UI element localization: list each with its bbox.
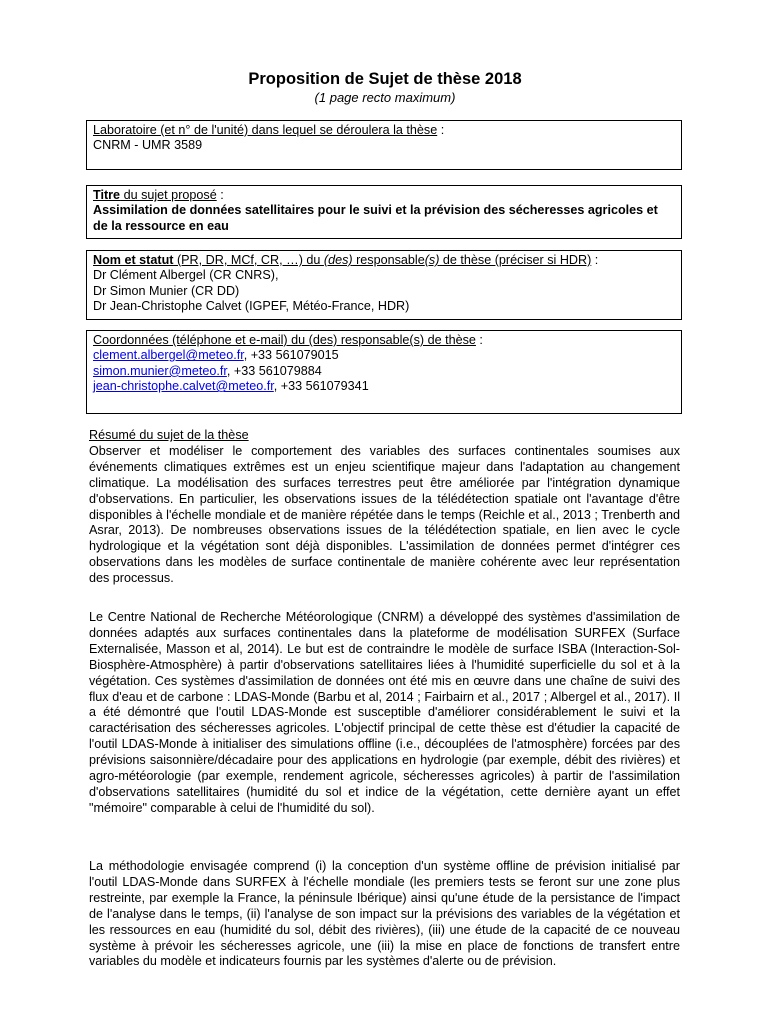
contact-item [93,348,675,363]
contact-item [93,379,675,394]
page-subtitle: (1 page recto maximum) [314,90,456,105]
subject-label-rest: du sujet proposé [120,188,217,202]
page-title: Proposition de Sujet de thèse 2018 [248,70,522,88]
supervisors-label-line [93,253,675,268]
summary-heading: Résumé du sujet de la thèse [89,428,249,442]
summary-paragraph-3: La méthodologie envisagée comprend (i) la conception d'un système offline de prévision initialisé par l'outil LDAS-Monde dans SURFEX à l'échelle mondiale (les premiers tests se feront sur une zone plus restreinte, par exemple la France, la péninsule Ibérique) ainsi qu'une étude de la persistance de l'impact de l'analyse dans le temps, (ii) l'analyse de son impact sur la prévisions des variables de la végétation et les ressources en eau (humidité du sol, débit des rivières), (iii) une étude de la capacité de ce nouveau système à prévoir les sécheresses agricole, une (iii) la mise en place de fonctions de transfert entre variables du modèle et indicateurs fournis par les systèmes d'alerte ou de prévision. [89,859,680,969]
supervisors-label-bold: Nom et statut [93,253,174,267]
supervisors-box [86,250,682,320]
contact-phone: , +33 561079015 [243,348,339,363]
summary-section-3 [89,859,680,970]
supervisors-label-mid2: responsable [352,253,425,267]
contacts-label-suffix: : [475,333,483,347]
supervisor-item: Dr Jean-Christophe Calvet (IGPEF, Météo-France, HDR) [93,299,410,314]
subject-title: Assimilation de données satellitaires pour le suivi et la prévision des sécheresses agricoles et de la ressource en eau [93,203,658,233]
email-link-albergel[interactable]: clement.albergel@meteo.fr [93,348,244,363]
contacts-label-line [93,333,675,348]
subject-label-line [93,188,675,203]
supervisor-item: Dr Simon Munier (CR DD) [93,283,240,298]
laboratory-value: CNRM - UMR 3589 [93,138,203,153]
subject-box [86,185,682,239]
supervisors-label-end: de thèse (préciser si HDR) [439,253,592,267]
contact-phone: , +33 561079884 [226,363,322,378]
contacts-box [86,330,682,414]
supervisors-label-suffix: : [591,253,599,267]
supervisor-item: Dr Clément Albergel (CR CNRS), [93,268,279,283]
laboratory-box [86,120,682,170]
subject-label-suffix: : [216,188,224,202]
summary-section-1 [89,428,680,587]
contact-item [93,364,675,379]
email-link-munier[interactable]: simon.munier@meteo.fr [93,363,227,378]
laboratory-label: Laboratoire (et n° de l'unité) dans lequel se déroulera la thèse [93,123,438,137]
supervisors-label-italic1: (des) [323,253,353,267]
supervisors-label-italic2: (s) [424,253,440,267]
summary-section-2 [89,610,680,817]
summary-paragraph-2: Le Centre National de Recherche Météorologique (CNRM) a développé des systèmes d'assimilation de données adaptés aux surfaces continentales dans la plateforme de modélisation SURFEX (Surface Externalisée, Masson et al, 2014). Le but est de contraindre le modèle de surface ISBA (Interaction-Sol-Biosphère-Atmosphère) à partir d'observations satellitaires liées à l'humidité superficielle du sol et à la végétation. Ces systèmes d'assimilation de données ont été mis en œuvre dans une chaîne de suivi des flux d'eau et de carbone : LDAS-Monde (Barbu et al, 2014 ; Fairbairn et al., 2017 ; Albergel et al., 2017). Il a été démontré que l'outil LDAS-Monde est susceptible d'améliorer considérablement le suivi et la caractérisation des sécheresses agricoles. L'objectif principal de cette thèse est d'étudier la capacité de l'outil LDAS-Monde à initialiser des simulations offline (i.e., découplées de l'atmosphère) forcées par des prévisions saisonnière/décadaire pour des applications en hydrologie (par exemple, débit des rivières) et agro-météorologie (par exemple, rendement agricole, sécheresses agricoles) à partir de l'assimilation d'observations satellitaires (humidité du sol et indice de la végétation, cette dernière ayant un effet "mémoire" comparable à celui de l'humidité du sol). [89,610,680,815]
subject-label-bold: Titre [93,188,121,202]
email-link-calvet[interactable]: jean-christophe.calvet@meteo.fr [93,379,274,394]
contacts-label: Coordonnées (téléphone et e-mail) du (des) responsable(s) de thèse [93,333,476,347]
supervisors-label-mid: (PR, DR, MCf, CR, …) du [173,253,324,267]
laboratory-label-suffix: : [437,123,445,137]
contact-phone: , +33 561079341 [273,379,369,394]
summary-paragraph-1: Observer et modéliser le comportement des variables des surfaces continentales soumises aux événements climatiques extrêmes est un enjeu scientifique majeur dans l'adaptation au changement climatique. La modélisation des surfaces terrestres peut être améliorée par l'intégration dynamique d'observations. En particulier, les observations issues de la télédétection spatiale ont l'avantage d'être disponibles à l'échelle mondiale et de manière répétée dans le temps (Reichle et al., 2013 ; Trenberth and Asrar, 2013). De nombreuses observations issues de la télédétection spatiale, en lien avec le cycle hydrologique et la végétation sont déjà disponibles. L'assimilation de données permet d'intégrer ces observations dans les modèles de surface continentale de manière cohérente avec leur représentation des processus. [89,443,680,586]
laboratory-label-line [93,123,675,138]
